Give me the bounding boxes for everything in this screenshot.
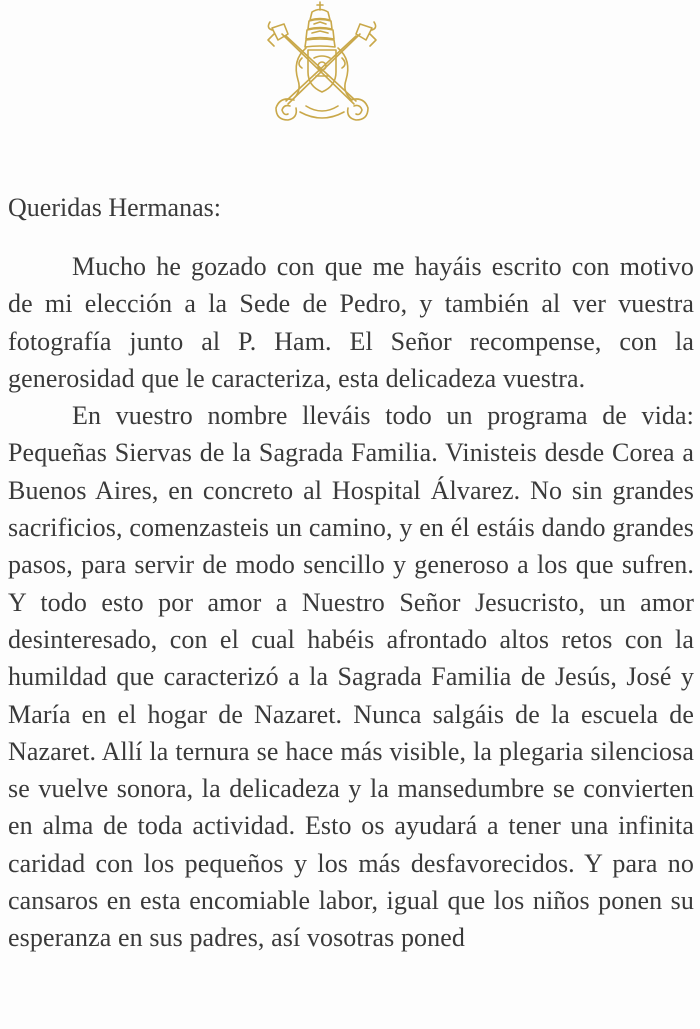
letter-paragraph: En vuestro nombre lleváis todo un programa de vida: Pequeñas Siervas de la Sagrada Familia. Vinisteis desde Corea a Buenos Aires, en concreto al Hospital Álvarez. No sin grandes sacrificios, comenzasteis un camino, y en él estáis dando grandes pasos, para servir de modo sencillo y generoso a los que sufren. Y todo esto por amor a Nuestro Señor Jesucristo, un amor desinteresado, con el cual habéis afrontado altos retos con la humildad que caracterizó a la Sagrada Familia de Jesús, José y María en el hogar de Nazaret. Nunca salgáis de la escuela de Nazaret. Allí la ternura se hace más visible, la plegaria silenciosa se vuelve sonora, la delicadeza y la mansedumbre se convierten en alma de toda actividad. Esto os ayudará a tener una infinita caridad con los pequeños y los más desfavorecidos. Y para no cansaros en esta encomiable labor, igual que los niños ponen su esperanza en sus padres, así vosotras poned — [8, 401, 694, 953]
letter-body — [8, 248, 694, 957]
letter-salutation: Queridas Hermanas: — [8, 193, 221, 222]
papal-coat-of-arms-icon — [262, 0, 382, 125]
letter-paragraph: Mucho he gozado con que me hayáis escrito con motivo de mi elección a la Sede de Pedro, y también al ver vuestra fotografía junto al P. Ham. El Señor recompense, con la generosidad que le caracteriza, esta delicadeza vuestra. — [8, 252, 694, 393]
